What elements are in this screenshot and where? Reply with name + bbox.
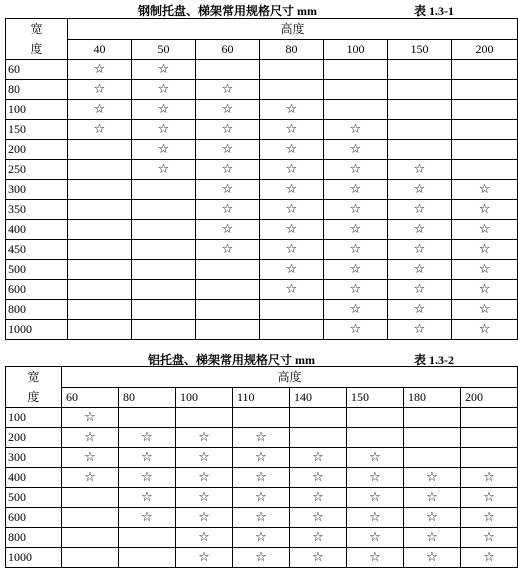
table-row [6, 100, 518, 120]
empty-cell [260, 320, 324, 340]
star-icon: ☆ [176, 548, 233, 568]
star-icon: ☆ [176, 508, 233, 528]
table-row [6, 488, 518, 508]
star-icon: ☆ [119, 468, 176, 488]
star-icon: ☆ [324, 260, 388, 280]
star-icon: ☆ [176, 488, 233, 508]
empty-cell [68, 320, 132, 340]
width-label-cell: 200 [6, 428, 62, 448]
empty-cell [324, 100, 388, 120]
empty-cell [196, 260, 260, 280]
table-row [6, 528, 518, 548]
empty-cell [119, 548, 176, 568]
empty-cell [196, 320, 260, 340]
star-icon: ☆ [388, 200, 452, 220]
width-label-cell: 800 [6, 528, 62, 548]
corner-char-1: 宽 [30, 22, 43, 36]
width-label-cell: 400 [6, 468, 62, 488]
star-icon: ☆ [260, 240, 324, 260]
star-icon: ☆ [196, 120, 260, 140]
star-icon: ☆ [404, 488, 461, 508]
width-label-cell: 60 [6, 60, 68, 80]
star-icon: ☆ [324, 300, 388, 320]
star-icon: ☆ [119, 428, 176, 448]
table1-caption [0, 0, 518, 18]
table-row [6, 120, 518, 140]
table-row [6, 408, 518, 428]
star-icon: ☆ [68, 80, 132, 100]
empty-cell [452, 60, 518, 80]
empty-cell [62, 528, 119, 548]
star-icon: ☆ [347, 448, 404, 468]
width-label-cell: 1000 [6, 320, 68, 340]
empty-cell [132, 260, 196, 280]
empty-cell [452, 140, 518, 160]
star-icon: ☆ [233, 468, 290, 488]
star-icon: ☆ [233, 488, 290, 508]
star-icon: ☆ [324, 320, 388, 340]
star-icon: ☆ [452, 200, 518, 220]
height-header-cell: 80 [119, 387, 176, 408]
width-label-cell: 1000 [6, 548, 62, 568]
height-header-cell: 100 [176, 387, 233, 408]
star-icon: ☆ [196, 160, 260, 180]
table1-title: 钢制托盘、梯架常用规格尺寸 mm [138, 4, 317, 18]
table1-body [6, 60, 518, 340]
corner-char-2: 度 [30, 42, 43, 56]
star-icon: ☆ [132, 120, 196, 140]
width-label-cell: 100 [6, 408, 62, 428]
star-icon: ☆ [176, 428, 233, 448]
star-icon: ☆ [461, 488, 518, 508]
star-icon: ☆ [68, 120, 132, 140]
star-icon: ☆ [388, 220, 452, 240]
star-icon: ☆ [260, 120, 324, 140]
star-icon: ☆ [388, 300, 452, 320]
empty-cell [196, 280, 260, 300]
height-header-cell: 200 [452, 39, 518, 60]
star-icon: ☆ [290, 448, 347, 468]
star-icon: ☆ [196, 220, 260, 240]
star-icon: ☆ [196, 140, 260, 160]
star-icon: ☆ [461, 468, 518, 488]
star-icon: ☆ [324, 280, 388, 300]
star-icon: ☆ [196, 200, 260, 220]
star-icon: ☆ [233, 548, 290, 568]
table-row [6, 220, 518, 240]
empty-cell [176, 408, 233, 428]
width-label-cell: 400 [6, 220, 68, 240]
star-icon: ☆ [404, 548, 461, 568]
star-icon: ☆ [290, 528, 347, 548]
aluminum-tray-spec-table [5, 366, 518, 568]
star-icon: ☆ [233, 448, 290, 468]
star-icon: ☆ [324, 180, 388, 200]
star-icon: ☆ [290, 508, 347, 528]
empty-cell [132, 220, 196, 240]
star-icon: ☆ [176, 468, 233, 488]
star-icon: ☆ [404, 528, 461, 548]
star-icon: ☆ [196, 100, 260, 120]
width-label-cell: 100 [6, 100, 68, 120]
star-icon: ☆ [324, 240, 388, 260]
table-row [6, 508, 518, 528]
empty-cell [260, 60, 324, 80]
empty-cell [388, 60, 452, 80]
star-icon: ☆ [260, 160, 324, 180]
empty-cell [132, 200, 196, 220]
star-icon: ☆ [62, 408, 119, 428]
star-icon: ☆ [132, 80, 196, 100]
star-icon: ☆ [176, 528, 233, 548]
table-row [6, 280, 518, 300]
height-header-cell: 40 [68, 39, 132, 60]
empty-cell [324, 60, 388, 80]
star-icon: ☆ [324, 200, 388, 220]
width-label-cell: 350 [6, 200, 68, 220]
star-icon: ☆ [62, 468, 119, 488]
table-row [6, 140, 518, 160]
star-icon: ☆ [347, 508, 404, 528]
width-label-cell: 250 [6, 160, 68, 180]
empty-cell [260, 80, 324, 100]
empty-cell [119, 528, 176, 548]
width-label-cell: 800 [6, 300, 68, 320]
star-icon: ☆ [388, 280, 452, 300]
empty-cell [452, 100, 518, 120]
star-icon: ☆ [233, 528, 290, 548]
width-label-cell: 80 [6, 80, 68, 100]
empty-cell [62, 488, 119, 508]
empty-cell [461, 428, 518, 448]
star-icon: ☆ [388, 320, 452, 340]
corner-char-1: 宽 [27, 370, 40, 384]
star-icon: ☆ [196, 240, 260, 260]
star-icon: ☆ [347, 528, 404, 548]
empty-cell [461, 448, 518, 468]
empty-cell [68, 260, 132, 280]
empty-cell [68, 240, 132, 260]
table-row [6, 160, 518, 180]
height-header-cell: 110 [233, 387, 290, 408]
empty-cell [68, 160, 132, 180]
height-header-cell: 180 [404, 387, 461, 408]
empty-cell [62, 508, 119, 528]
star-icon: ☆ [176, 448, 233, 468]
empty-cell [324, 80, 388, 100]
height-group-header: 高度 [68, 19, 518, 40]
star-icon: ☆ [119, 488, 176, 508]
star-icon: ☆ [388, 240, 452, 260]
empty-cell [404, 428, 461, 448]
empty-cell [119, 408, 176, 428]
star-icon: ☆ [233, 428, 290, 448]
star-icon: ☆ [260, 200, 324, 220]
table2-body [6, 408, 518, 568]
height-header-cell: 60 [62, 387, 119, 408]
steel-tray-spec-table [5, 18, 518, 340]
star-icon: ☆ [347, 548, 404, 568]
empty-cell [196, 60, 260, 80]
height-header-cell: 200 [461, 387, 518, 408]
height-header-cell: 60 [196, 39, 260, 60]
star-icon: ☆ [196, 80, 260, 100]
empty-cell [62, 548, 119, 568]
empty-cell [452, 160, 518, 180]
width-label-cell: 300 [6, 448, 62, 468]
table-row [6, 240, 518, 260]
star-icon: ☆ [404, 508, 461, 528]
star-icon: ☆ [290, 488, 347, 508]
width-label-cell: 500 [6, 260, 68, 280]
star-icon: ☆ [452, 300, 518, 320]
width-label-cell: 300 [6, 180, 68, 200]
star-icon: ☆ [132, 140, 196, 160]
empty-cell [132, 180, 196, 200]
star-icon: ☆ [404, 468, 461, 488]
star-icon: ☆ [324, 160, 388, 180]
star-icon: ☆ [260, 100, 324, 120]
table2-title: 铝托盘、梯架常用规格尺寸 mm [148, 353, 315, 367]
star-icon: ☆ [68, 100, 132, 120]
corner-char-2: 度 [27, 390, 40, 404]
star-icon: ☆ [347, 488, 404, 508]
empty-cell [388, 120, 452, 140]
star-icon: ☆ [260, 280, 324, 300]
star-icon: ☆ [119, 508, 176, 528]
height-header-cell: 100 [324, 39, 388, 60]
height-header-cell: 50 [132, 39, 196, 60]
empty-cell [404, 408, 461, 428]
star-icon: ☆ [290, 468, 347, 488]
star-icon: ☆ [452, 220, 518, 240]
table-row [6, 468, 518, 488]
empty-cell [388, 140, 452, 160]
table-row [6, 200, 518, 220]
table2-code: 表 1.3-2 [414, 353, 454, 367]
table-row [6, 180, 518, 200]
star-icon: ☆ [68, 60, 132, 80]
star-icon: ☆ [452, 320, 518, 340]
width-label-cell: 200 [6, 140, 68, 160]
table-row [6, 300, 518, 320]
empty-cell [132, 300, 196, 320]
star-icon: ☆ [324, 220, 388, 240]
empty-cell [290, 428, 347, 448]
table1-code: 表 1.3-1 [414, 4, 454, 18]
star-icon: ☆ [132, 60, 196, 80]
empty-cell [132, 240, 196, 260]
empty-cell [68, 200, 132, 220]
empty-cell [388, 80, 452, 100]
width-corner-label [6, 367, 62, 408]
empty-cell [132, 280, 196, 300]
star-icon: ☆ [196, 180, 260, 200]
star-icon: ☆ [324, 140, 388, 160]
star-icon: ☆ [119, 448, 176, 468]
width-label-cell: 600 [6, 508, 62, 528]
table-row [6, 428, 518, 448]
star-icon: ☆ [452, 280, 518, 300]
empty-cell [461, 408, 518, 428]
star-icon: ☆ [260, 140, 324, 160]
empty-cell [452, 80, 518, 100]
empty-cell [452, 120, 518, 140]
empty-cell [68, 300, 132, 320]
width-label-cell: 600 [6, 280, 68, 300]
star-icon: ☆ [461, 528, 518, 548]
star-icon: ☆ [452, 240, 518, 260]
star-icon: ☆ [260, 220, 324, 240]
empty-cell [233, 408, 290, 428]
empty-cell [132, 320, 196, 340]
star-icon: ☆ [62, 428, 119, 448]
star-icon: ☆ [388, 160, 452, 180]
empty-cell [68, 220, 132, 240]
table-row [6, 260, 518, 280]
height-header-cell: 150 [347, 387, 404, 408]
empty-cell [347, 428, 404, 448]
empty-cell [404, 448, 461, 468]
star-icon: ☆ [388, 260, 452, 280]
height-header-cell: 80 [260, 39, 324, 60]
star-icon: ☆ [324, 120, 388, 140]
height-values-row [6, 387, 518, 408]
table2-caption [0, 349, 518, 367]
width-label-cell: 450 [6, 240, 68, 260]
empty-cell [196, 300, 260, 320]
star-icon: ☆ [233, 508, 290, 528]
height-header-cell: 150 [388, 39, 452, 60]
empty-cell [388, 100, 452, 120]
empty-cell [68, 180, 132, 200]
height-values-row [6, 39, 518, 60]
star-icon: ☆ [62, 448, 119, 468]
star-icon: ☆ [461, 548, 518, 568]
empty-cell [68, 280, 132, 300]
star-icon: ☆ [388, 180, 452, 200]
table-row [6, 80, 518, 100]
star-icon: ☆ [132, 160, 196, 180]
empty-cell [290, 408, 347, 428]
table-row [6, 448, 518, 468]
height-group-header: 高度 [62, 367, 518, 388]
empty-cell [347, 408, 404, 428]
height-header-cell: 140 [290, 387, 347, 408]
star-icon: ☆ [290, 548, 347, 568]
width-label-cell: 500 [6, 488, 62, 508]
star-icon: ☆ [461, 508, 518, 528]
star-icon: ☆ [452, 260, 518, 280]
table-row [6, 548, 518, 568]
empty-cell [68, 140, 132, 160]
table-row [6, 320, 518, 340]
star-icon: ☆ [260, 260, 324, 280]
table-row [6, 60, 518, 80]
star-icon: ☆ [347, 468, 404, 488]
star-icon: ☆ [260, 180, 324, 200]
width-corner-label [6, 19, 68, 60]
star-icon: ☆ [132, 100, 196, 120]
width-label-cell: 150 [6, 120, 68, 140]
empty-cell [260, 300, 324, 320]
star-icon: ☆ [452, 180, 518, 200]
